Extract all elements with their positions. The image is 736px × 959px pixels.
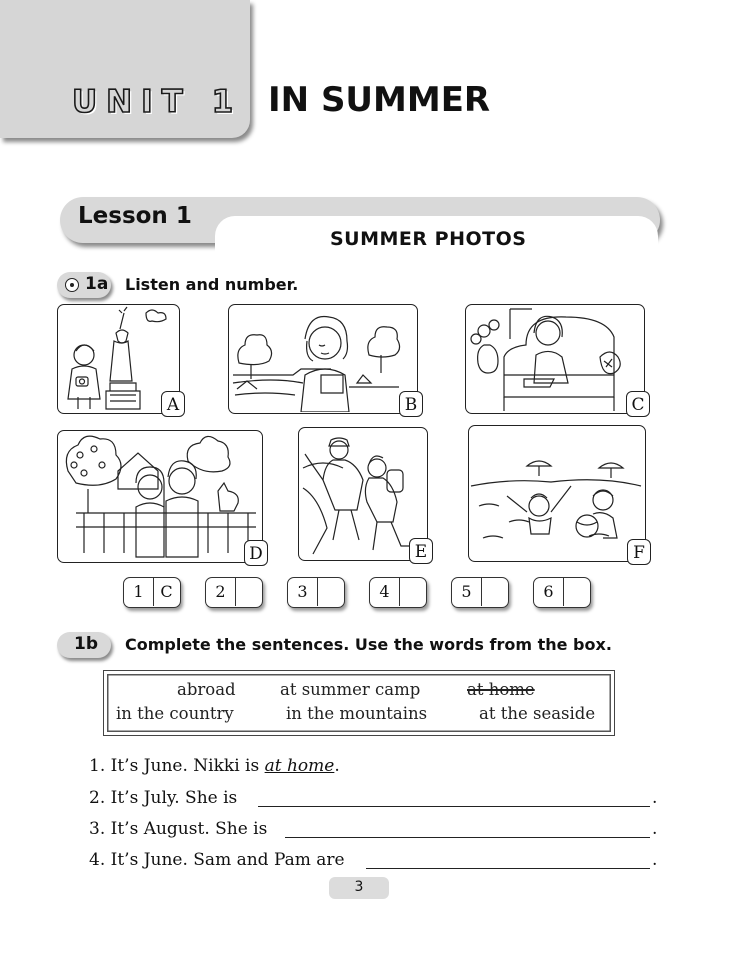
- answer-number: 3: [288, 578, 318, 606]
- girl-on-sofa-illustration: [466, 305, 643, 412]
- picture-letter: A: [161, 391, 185, 417]
- exercise-1b-badge: [57, 632, 111, 658]
- answer-box-4[interactable]: [369, 577, 427, 608]
- answer-value[interactable]: C: [160, 582, 173, 601]
- answer-value[interactable]: [235, 578, 262, 606]
- answer-box-6[interactable]: [533, 577, 591, 608]
- word-option: at summer camp: [280, 680, 421, 699]
- picture-letter: F: [627, 539, 651, 565]
- seaside-kids-illustration: [469, 426, 644, 560]
- answer-number: 2: [206, 578, 236, 606]
- unit-title: IN SUMMER: [268, 80, 491, 120]
- exercise-number: 1a: [85, 274, 109, 294]
- answer-value[interactable]: [563, 578, 590, 606]
- exercise-number: 1b: [74, 634, 98, 654]
- lesson-label: Lesson 1: [78, 203, 192, 229]
- page-number: 3: [354, 879, 364, 895]
- picture-c: [465, 304, 645, 414]
- answer-box-3[interactable]: [287, 577, 345, 608]
- unit-label: UNIT 1: [72, 84, 243, 120]
- word-option-crossed: at home: [467, 680, 535, 699]
- picture-letter: D: [244, 540, 268, 566]
- picture-a: [57, 304, 180, 414]
- answer-box-5[interactable]: [451, 577, 509, 608]
- mountain-hikers-illustration: [299, 428, 426, 559]
- answer-line-4[interactable]: [366, 868, 650, 869]
- farm-kids-illustration: [58, 431, 261, 561]
- sentence-text: 4. It’s June. Sam and Pam are: [89, 850, 345, 870]
- answer-box-1[interactable]: [123, 577, 181, 608]
- sentence-end: .: [652, 788, 658, 808]
- statue-of-liberty-illustration: [58, 305, 178, 412]
- answer-value[interactable]: [317, 578, 344, 606]
- lesson-title: SUMMER PHOTOS: [330, 228, 527, 250]
- exercise-1a-badge: [57, 272, 111, 298]
- answer-line-3[interactable]: [285, 837, 650, 838]
- answer-number: 6: [534, 578, 564, 606]
- sentence-2: [89, 788, 237, 808]
- picture-e: [298, 427, 428, 561]
- picture-d: [57, 430, 263, 563]
- answer-value[interactable]: [481, 578, 508, 606]
- audio-cd-icon: [65, 278, 79, 292]
- answer-box-2[interactable]: [205, 577, 263, 608]
- answer-line-2[interactable]: [258, 806, 650, 807]
- picture-letter: B: [399, 391, 423, 417]
- word-option: at the seaside: [479, 704, 596, 723]
- answer-number: 1: [124, 578, 154, 606]
- exercise-1a-instruction: Listen and number.: [125, 275, 299, 294]
- sentence-1: [89, 756, 340, 776]
- sentence-end: .: [334, 756, 340, 776]
- picture-letter: E: [409, 538, 433, 564]
- word-option: in the country: [116, 704, 234, 723]
- sentence-text: 3. It’s August. She is: [89, 819, 268, 839]
- countryside-girl-illustration: [229, 305, 416, 412]
- answer-number: 4: [370, 578, 400, 606]
- picture-f: [468, 425, 646, 562]
- word-box: [103, 670, 615, 736]
- picture-letter: C: [626, 391, 650, 417]
- sentence-text: 1. It’s June. Nikki is: [89, 756, 260, 776]
- sentence-end: .: [652, 850, 658, 870]
- exercise-1b-instruction: Complete the sentences. Use the words from the box.: [125, 635, 612, 654]
- sentence-3: [89, 819, 267, 839]
- answer-value[interactable]: [399, 578, 426, 606]
- answer-number: 5: [452, 578, 482, 606]
- sentence-4: [89, 850, 345, 870]
- picture-b: [228, 304, 418, 414]
- word-option: in the mountains: [286, 704, 428, 723]
- sentence-answer: at home: [264, 756, 335, 776]
- word-option: abroad: [177, 680, 236, 699]
- sentence-text: 2. It’s July. She is: [89, 788, 238, 808]
- sentence-end: .: [652, 819, 658, 839]
